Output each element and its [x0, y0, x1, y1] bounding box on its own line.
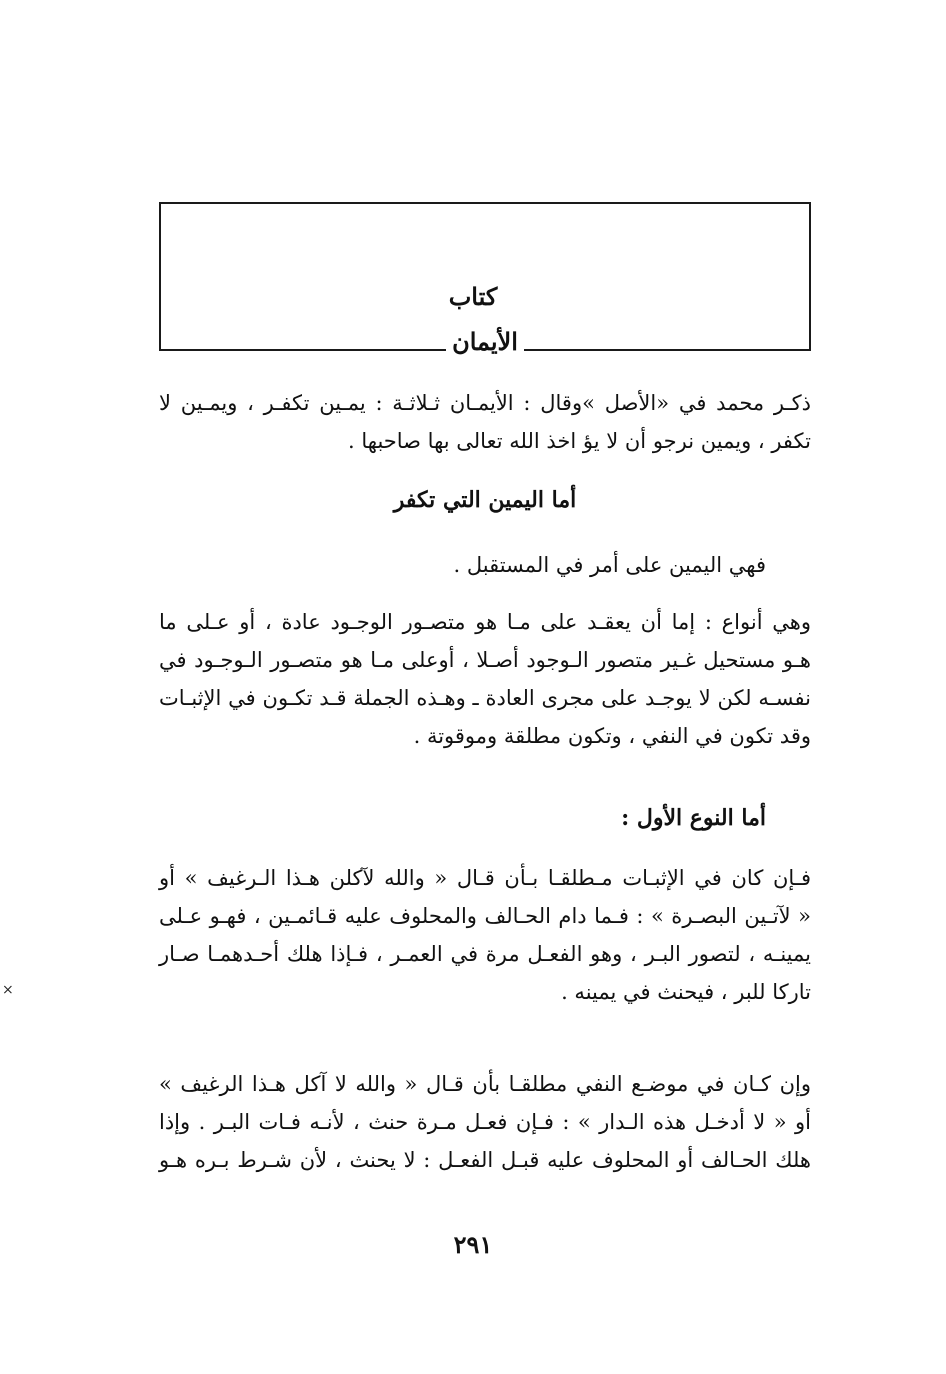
title-rule-row [159, 329, 811, 355]
title-rule-left [159, 349, 446, 351]
first-type-line: تاركا للبر ، فيحنث في يمينه . [561, 980, 811, 1004]
first-type-line: فـإن كان في الإثبـات مـطلقـا بـأن قـال « والله لآكلن هـذا الـرغيف » أو [159, 866, 811, 890]
types-line: نفسـه لكن لا يوجـد على مجرى العادة ـ وهـذه الجملة قـد تكـون في الإثبـات [159, 686, 811, 710]
negation-line: أو « لا أدخـل هذه الـدار » : فـإن فعـل مـرة حنث ، لأنـه فـات البـر . وإذا [159, 1110, 811, 1134]
types-line: وهي أنواع : إما أن يعقـد على مـا هو متصـور الوجـود عادة ، أو عـلى ما [159, 610, 811, 634]
negation-line: هلك الحـالف أو المحلوف عليه قبـل الفعـل : لا يحنث ، لأن شـرط بـره هـو [159, 1148, 811, 1172]
negation-line: وإن كـان في موضـع النفي مطلقـا بأن قـال « والله لا آكل هـذا الرغيف » [159, 1072, 811, 1096]
intro-line: تكفر ، ويمين نرجو أن لا يؤ اخذ الله تعالى بها صاحبها . [348, 429, 811, 453]
intro-paragraph [159, 384, 811, 460]
types-paragraph [159, 603, 811, 755]
book-label: كتاب [448, 282, 498, 311]
book-title: الأيمان [452, 327, 518, 356]
types-line: هـو مستحيل غـير متصور الـوجود أصـلا ، أوعلى مـا هو متصـور الـوجـود في [159, 648, 811, 672]
definition-paragraph [159, 546, 811, 584]
definition-line: فهي اليمين على أمر في المستقبل . [453, 553, 766, 577]
intro-line: ذكـر محمد في «الأصل »وقال : الأيمـان ثـلاثـة : يمـين تكفـر ، ويمـين لا [159, 391, 811, 415]
margin-mark: × [2, 982, 14, 998]
title-rule-right [524, 349, 811, 351]
types-line: وقد تكون في النفي ، وتكون مطلقة وموقوتة . [413, 724, 811, 748]
first-type-paragraph [159, 859, 811, 1011]
page-number: ٢٩١ [453, 1230, 493, 1259]
first-type-line: « لآتـين البصـرة » : فـما دام الحـالف والمحلوف عليه قـائمـين ، فهـو عـلى [159, 904, 811, 928]
section1-heading: أما اليمين التي تكفر [393, 487, 577, 513]
section2-heading: أما النوع الأول : [621, 805, 766, 831]
first-type-line: يمينـه ، لتصور البـر ، وهو الفعـل مرة في العمـر ، فـإذا هلك أحـدهمـا صـار [159, 942, 811, 966]
negation-paragraph [159, 1065, 811, 1179]
